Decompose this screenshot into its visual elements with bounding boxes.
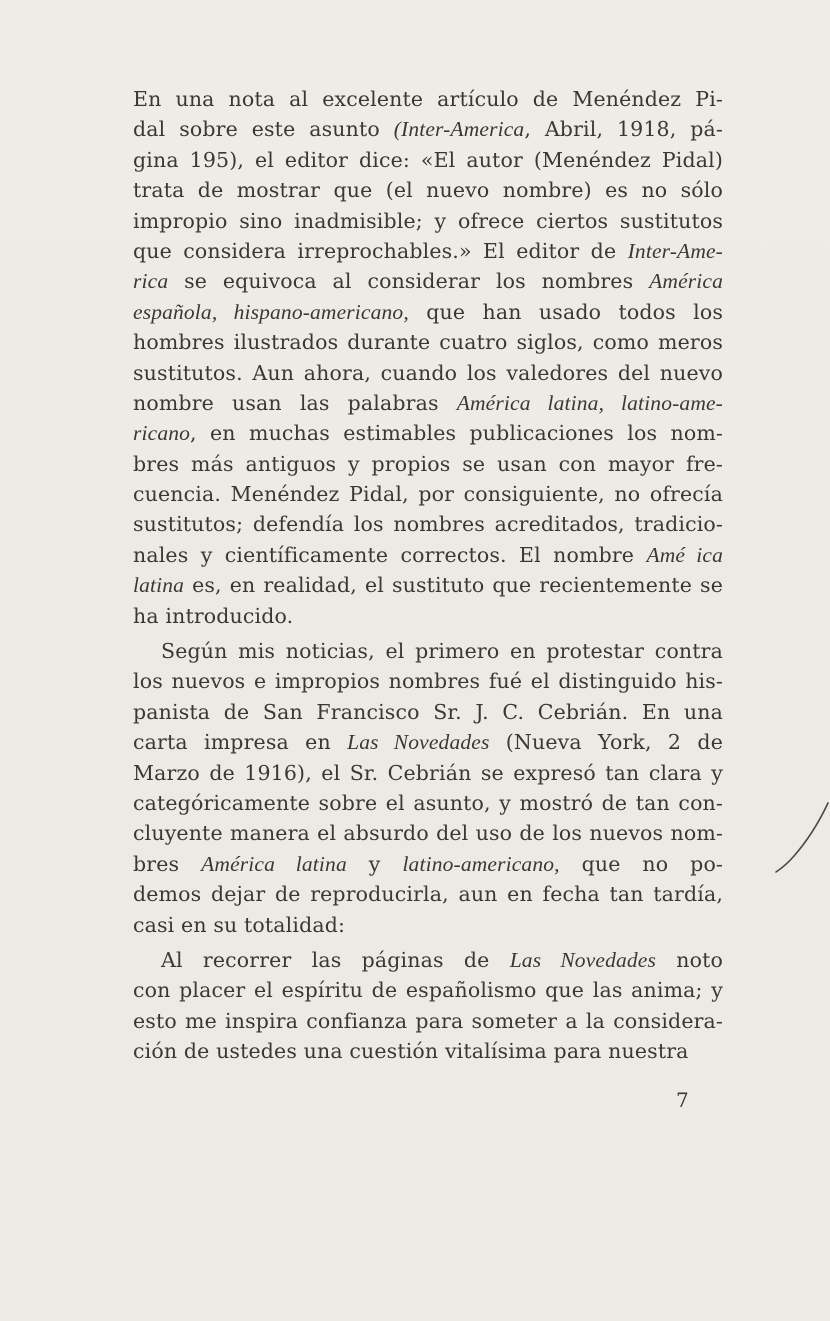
text-segment: se equivoca al considerar los nombres (168, 269, 650, 294)
paragraph (133, 84, 723, 631)
text-segment: sustitutos; defendía los nombres acreditados, tradicio- (133, 512, 723, 537)
text-line (133, 975, 723, 1005)
page-number: 7 (676, 1088, 689, 1112)
text-line (133, 388, 723, 418)
text-segment: que han usado todos los (408, 299, 723, 324)
text-line (133, 449, 723, 479)
italic-text: Inter-Ame- (627, 238, 723, 263)
text-line (133, 145, 723, 175)
text-segment: bres más antiguos y propios se usan con mayor fre- (133, 451, 723, 476)
pencil-margin-mark (770, 800, 830, 875)
italic-text: América latina, latino-ame- (456, 390, 723, 415)
text-line (133, 727, 723, 757)
text-line (133, 418, 723, 448)
italic-text: rica (133, 269, 169, 294)
text-segment: dal sobre este asunto (133, 117, 394, 142)
italic-text: Las Novedades (347, 730, 490, 755)
italic-text: latina (133, 573, 185, 598)
body-text (133, 84, 723, 1067)
text-segment: impropio sino inadmisible; y ofrece ciertos sustitutos (133, 208, 723, 233)
text-segment: esto me inspira confianza para someter a la considera- (133, 1008, 723, 1033)
text-segment: , Abril, 1918, pá- (524, 117, 723, 142)
text-line (133, 879, 723, 909)
text-line (133, 479, 723, 509)
text-segment: hombres ilustrados durante cuatro siglos, como meros (133, 330, 723, 355)
text-line (133, 636, 723, 666)
text-line (133, 666, 723, 696)
text-line (133, 540, 723, 570)
italic-text: latino-americano, (402, 851, 560, 876)
text-line (133, 697, 723, 727)
text-line (133, 910, 723, 940)
text-segment: Según mis noticias, el primero en protestar contra (161, 639, 723, 664)
text-segment: nombre usan las palabras (133, 390, 457, 415)
text-segment: que no po- (559, 851, 724, 876)
text-segment: que considera irreprochables.» El editor de (133, 238, 628, 263)
text-segment: gina 195), el editor dice: «El autor (Menéndez Pidal) (133, 147, 723, 172)
text-segment: carta impresa en (133, 730, 348, 755)
text-segment: (Nueva York, 2 de (489, 730, 723, 755)
text-line (133, 758, 723, 788)
text-segment: Marzo de 1916), el Sr. Cebrián se expresó tan clara y (133, 760, 723, 785)
text-segment: cuencia. Menéndez Pidal, por consiguiente, no ofrecía (133, 482, 723, 507)
text-segment: es, en realidad, el sustituto que recientemente se (184, 573, 723, 598)
text-line (133, 945, 723, 975)
text-line (133, 175, 723, 205)
text-line (133, 818, 723, 848)
text-line (133, 601, 723, 631)
text-segment: sustitutos. Aun ahora, cuando los valedores del nuevo (133, 360, 723, 385)
text-segment: demos dejar de reproducirla, aun en fecha tan tardía, (133, 882, 723, 907)
text-segment: trata de mostrar que (el nuevo nombre) es no sólo (133, 178, 723, 203)
text-segment: y (346, 851, 403, 876)
text-segment: panista de San Francisco Sr. J. C. Cebrián. En una (133, 699, 723, 724)
text-line (133, 358, 723, 388)
text-line (133, 509, 723, 539)
text-segment: Al recorrer las páginas de (161, 947, 510, 972)
text-line (133, 297, 723, 327)
text-segment: En una nota al excelente artículo de Menéndez Pi- (133, 87, 723, 111)
text-line (133, 849, 723, 879)
text-segment: , en muchas estimables publicaciones los nom- (190, 421, 723, 446)
text-segment: ha introducido. (133, 603, 294, 628)
paragraph (133, 636, 723, 940)
text-segment: noto (656, 947, 723, 972)
text-line (133, 327, 723, 357)
text-segment: cluyente manera el absurdo del uso de los nuevos nom- (133, 821, 723, 846)
text-segment: con placer el espíritu de españolismo que las anima; y (133, 978, 723, 1003)
italic-text: Las Novedades (509, 947, 656, 972)
text-line (133, 570, 723, 600)
italic-text: ricano (133, 421, 191, 446)
paragraph (133, 945, 723, 1067)
text-line (133, 1006, 723, 1036)
text-segment: nales y científicamente correctos. El nombre (133, 542, 647, 567)
text-segment: casi en su totalidad: (133, 912, 346, 937)
text-segment: bres (133, 851, 202, 876)
italic-text: América (649, 269, 723, 294)
italic-text: española, hispano-americano, (133, 299, 409, 324)
text-line (133, 236, 723, 266)
text-line (133, 266, 723, 296)
text-segment: los nuevos e impropios nombres fué el distinguido his- (133, 669, 723, 694)
text-segment: ción de ustedes una cuestión vitalísima para nuestra (133, 1039, 689, 1064)
text-line (133, 788, 723, 818)
italic-text: Amé ica (646, 542, 723, 567)
text-segment: categóricamente sobre el asunto, y mostró de tan con- (133, 790, 723, 815)
text-line (133, 114, 723, 144)
italic-text: América latina (201, 851, 347, 876)
text-line (133, 206, 723, 236)
italic-text: (Inter-America (393, 117, 525, 142)
text-line (133, 84, 723, 114)
text-line (133, 1036, 723, 1066)
